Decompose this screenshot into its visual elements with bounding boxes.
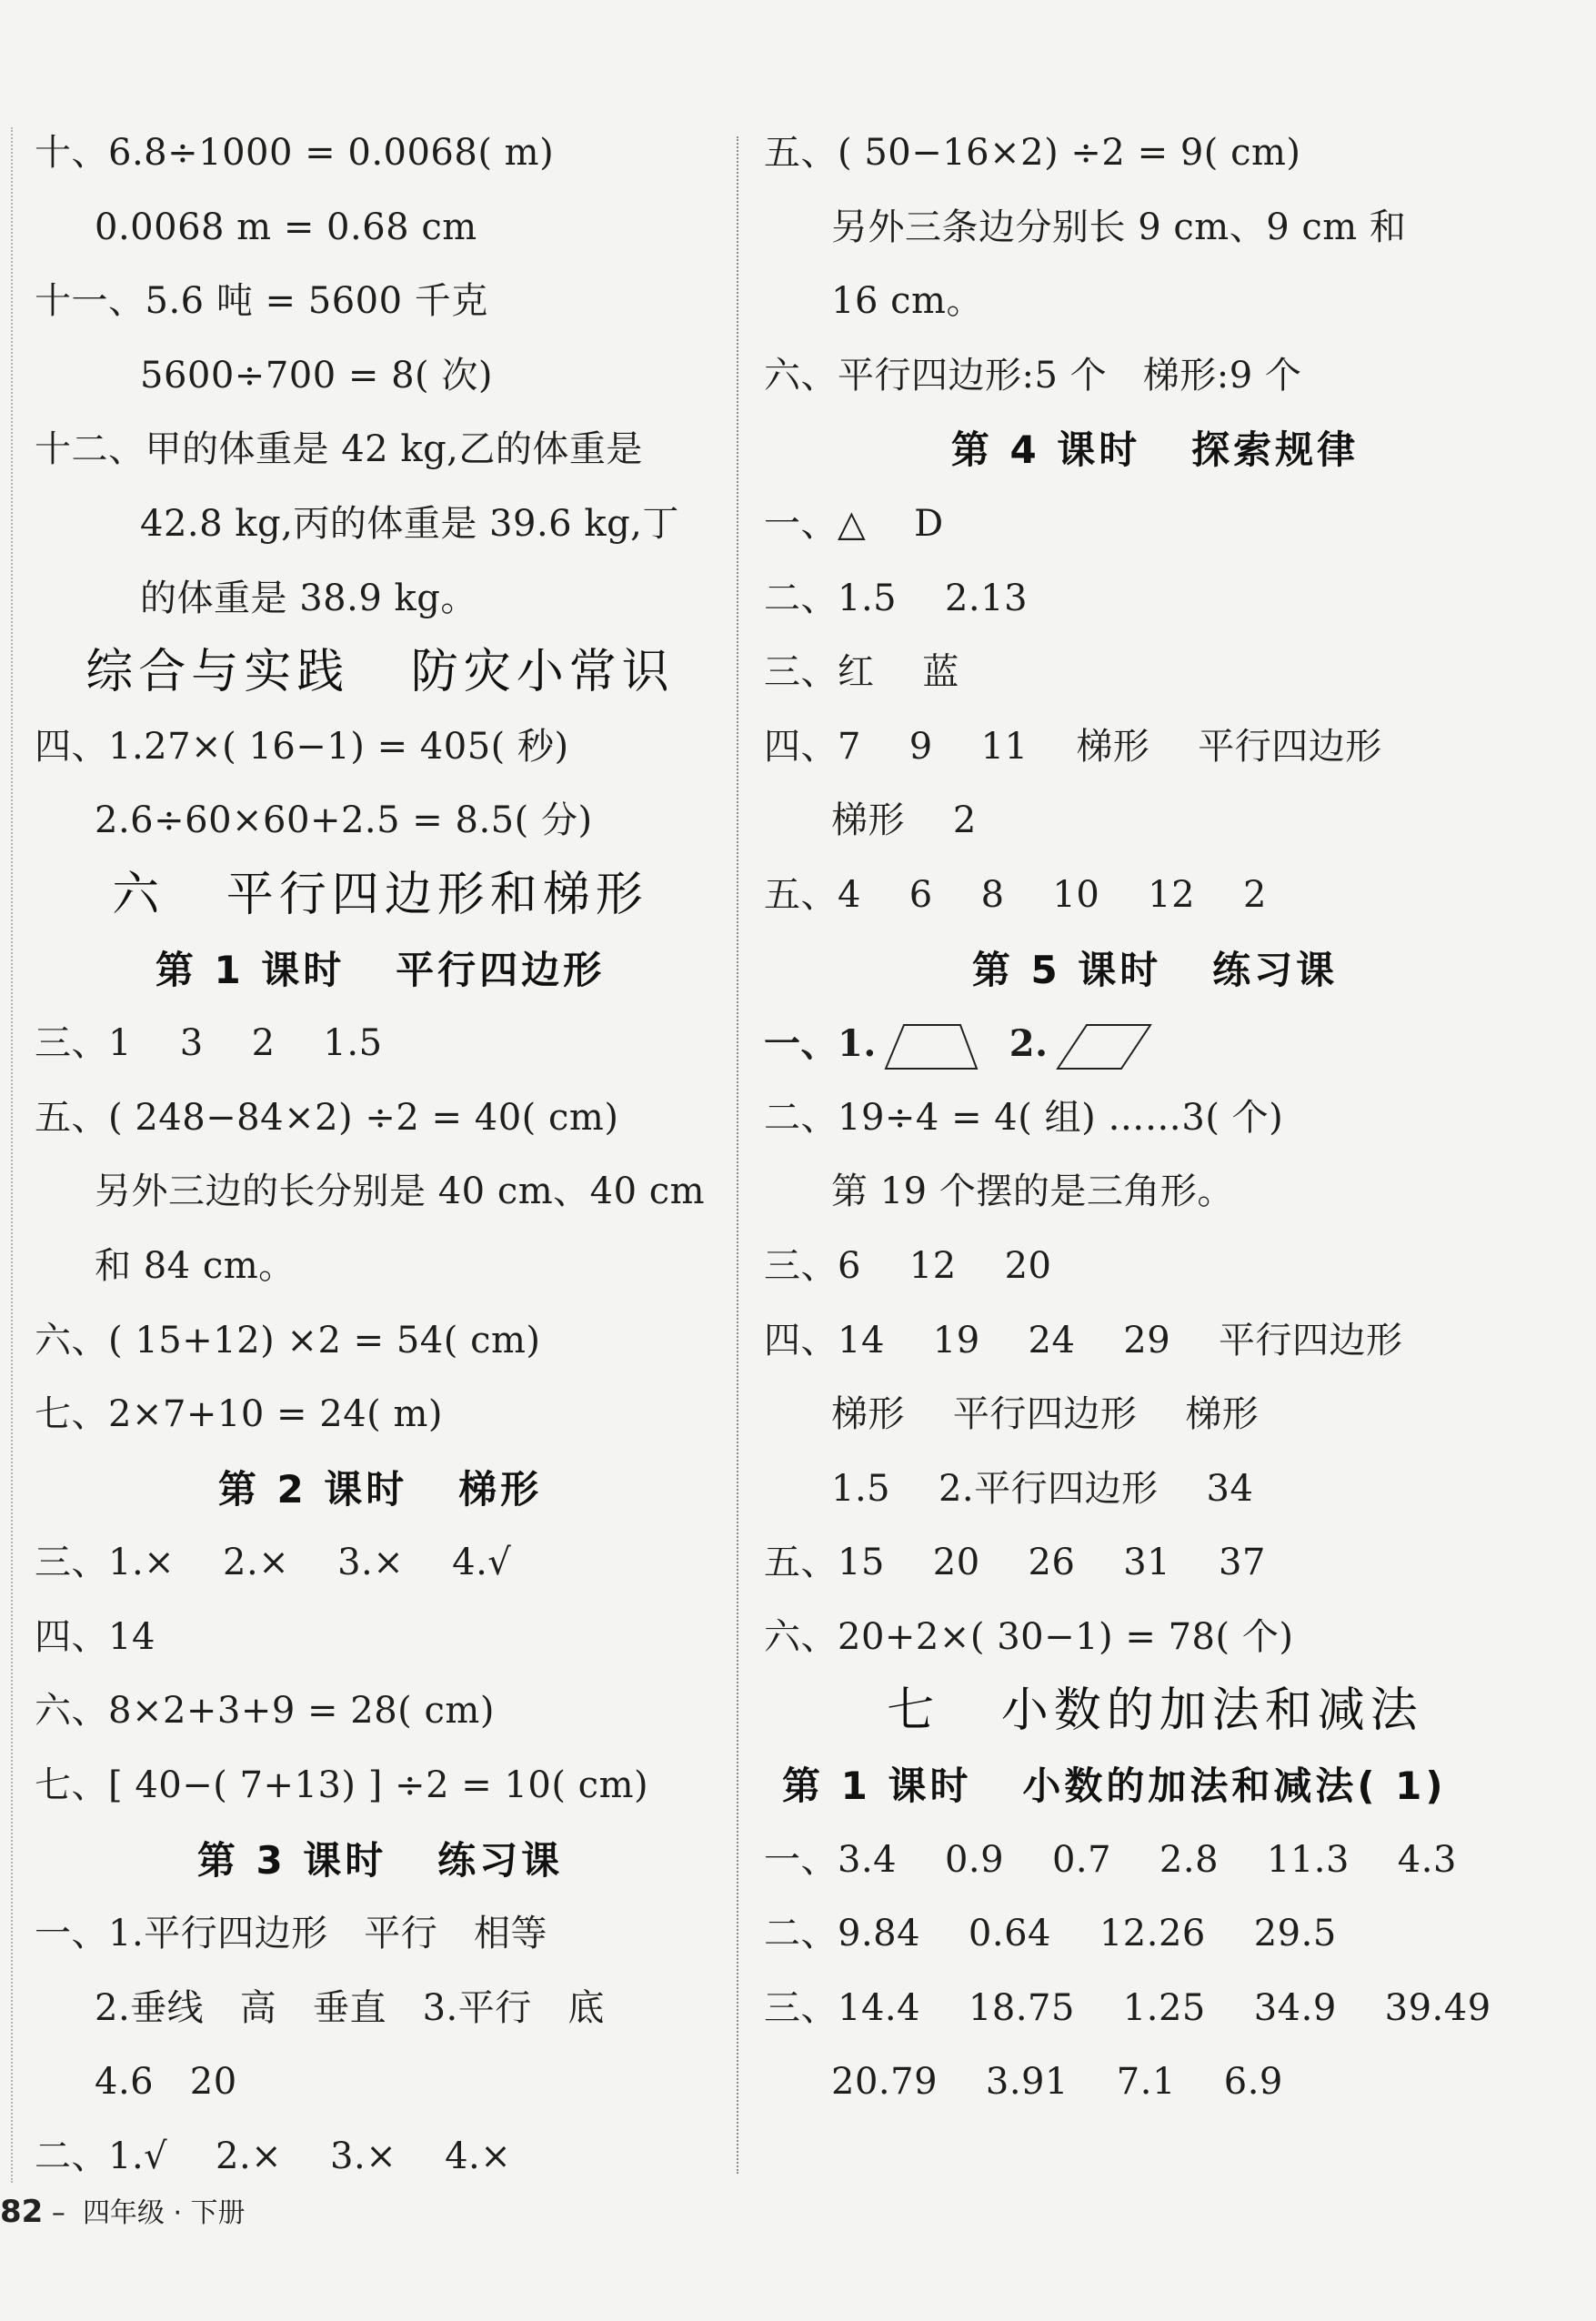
sub-answer-label: 1. [838,1022,877,1066]
answer-line: 2.6÷60×60+2.5 = 8.5( 分) [95,799,593,842]
answer-line: 三、14.4 18.75 1.25 34.9 39.49 [764,1986,1491,2029]
answer-line: 十二、甲的体重是 42 kg,乙的体重是 [35,428,643,471]
answer-line: 梯形 2 [831,799,977,842]
answer-line: 六、( 15+12) ×2 = 54( cm) [35,1319,541,1361]
column-divider [737,136,738,2174]
answer-line: 另外三条边分别长 9 cm、9 cm 和 [831,206,1407,248]
footer-separator: – [43,2197,83,2229]
answer-line: 六、8×2+3+9 = 28( cm) [35,1690,495,1733]
sub-answer-label: 2. [1009,1022,1049,1066]
answer-line: 第 19 个摆的是三角形。 [831,1171,1234,1213]
answer-line: 三、6 12 20 [764,1244,1052,1287]
lesson-heading: 第 1 课时 平行四边形 [155,947,606,992]
answer-line: 五、15 20 26 31 37 [764,1542,1266,1584]
answer-line: 三、1 3 2 1.5 [35,1022,383,1065]
answer-line: 5600÷700 = 8( 次) [140,354,493,397]
lesson-heading: 第 4 课时 探索规律 [950,427,1360,473]
trapezoid-shape [882,1021,982,1072]
answer-line: 十一、5.6 吨 = 5600 千克 [35,280,488,323]
answer-line: 四、14 19 24 29 平行四边形 [764,1319,1403,1361]
answer-line: 五、( 248−84×2) ÷2 = 40( cm) [35,1096,619,1139]
lesson-heading: 第 1 课时 小数的加法和减法( 1) [782,1763,1447,1809]
section-heading: 综合与实践 防灾小常识 [85,645,675,700]
lesson-heading: 第 3 课时 练习课 [196,1837,564,1883]
section-heading: 七 小数的加法和减法 [887,1683,1423,1739]
binding-gutter-line [11,127,13,2183]
answer-line: 1.5 2.平行四边形 34 [831,1467,1254,1510]
answer-line: 另外三边的长分别是 40 cm、40 cm [95,1171,706,1213]
grade-label: 四年级 · 下册 [82,2197,246,2229]
answer-line: 20.79 3.91 7.1 6.9 [831,2061,1283,2104]
answer-line: 二、1.√ 2.× 3.× 4.× [35,2135,512,2178]
answer-line: 七、2×7+10 = 24( m) [35,1393,444,1436]
answer-line: 一、3.4 0.9 0.7 2.8 11.3 4.3 [764,1838,1457,1881]
parallelogram-shape [1054,1021,1154,1072]
answer-line: 二、1.5 2.13 [764,577,1029,619]
page-footer [0,2190,246,2230]
answer-line: 五、4 6 8 10 12 2 [764,873,1267,916]
answer-line: 一、△ D [764,502,944,545]
lesson-heading: 第 5 课时 练习课 [971,947,1339,992]
answer-line: 16 cm。 [831,280,983,323]
answer-line: 三、1.× 2.× 3.× 4.√ [35,1542,512,1584]
lesson-heading: 第 2 课时 梯形 [217,1466,543,1512]
answer-line: 二、19÷4 = 4( 组) ……3( 个) [764,1096,1284,1139]
right-column [764,116,1546,2120]
answer-line: 二、9.84 0.64 12.26 29.5 [764,1913,1337,1955]
answer-line: 4.6 20 [95,2061,237,2104]
answer-line: 三、红 蓝 [764,651,959,694]
question-number: 一、 [764,1022,838,1066]
answer-line: 六、平行四边形:5 个 梯形:9 个 [764,354,1302,397]
answer-line: 的体重是 38.9 kg。 [140,577,477,619]
answer-line: 2.垂线 高 垂直 3.平行 底 [95,1986,605,2029]
answer-line: 四、1.27×( 16−1) = 405( 秒) [35,725,569,768]
page-number: 82 [0,2194,44,2230]
answer-line: 0.0068 m = 0.68 cm [95,206,477,248]
answer-line: 梯形 平行四边形 梯形 [831,1393,1260,1436]
answer-line: 42.8 kg,丙的体重是 39.6 kg,丁 [140,502,679,545]
answer-line: 四、14 [35,1615,156,1658]
answer-line: 和 84 cm。 [95,1244,296,1287]
answer-line: 六、20+2×( 30−1) = 78( 个) [764,1615,1294,1658]
answer-line: 十、6.8÷1000 = 0.0068( m) [35,132,555,174]
answer-line: 一、1.平行四边形 平行 相等 [35,1913,547,1955]
answer-line: 七、[ 40−( 7+13) ] ÷2 = 10( cm) [35,1764,649,1807]
answer-line: 四、7 9 11 梯形 平行四边形 [764,725,1382,768]
section-heading: 六 平行四边形和梯形 [112,867,648,922]
left-column [35,116,726,2195]
answer-line-shapes [764,1007,1546,1081]
answer-line: 五、( 50−16×2) ÷2 = 9( cm) [764,132,1301,174]
